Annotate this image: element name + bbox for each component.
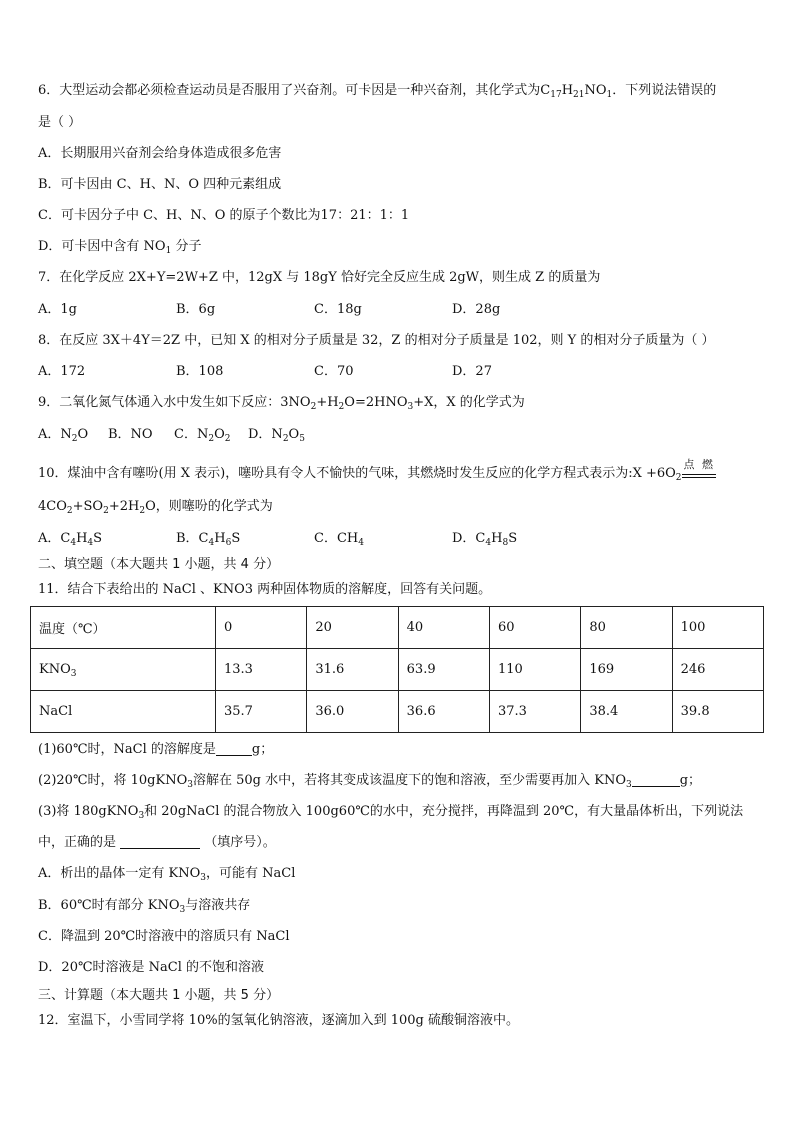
q7-option-c: C．18g xyxy=(314,302,362,317)
q10-option-a: A．$C_4H_4S$ xyxy=(38,531,103,548)
table-cell: NaCl xyxy=(31,691,216,733)
q7-option-b: B．6g xyxy=(176,302,216,317)
table-cell: 37.3 xyxy=(489,691,580,733)
q7-option-a: A．1g xyxy=(38,302,77,317)
section-calc-heading: 三、计算题（本大题共 1 小题，共 5 分） xyxy=(38,988,280,1003)
q11-sub1: (1)60℃时，NaCl 的溶解度是 g； xyxy=(38,742,274,757)
q9-option-b: B．NO xyxy=(108,427,153,442)
q11-option-d: D．20℃时溶液是 NaCl 的不饱和溶液 xyxy=(38,960,265,975)
table-row xyxy=(31,649,764,691)
q8-stem: 8．在反应 3X＋4Y＝2Z 中，已知 X 的相对分子质量是 32，Z 的相对分子质量是 102，则 Y 的相对分子质量为（ ） xyxy=(38,333,715,348)
q9-option-a: A．$N_2O$ xyxy=(38,427,89,444)
q11-sub3-line1: (3)将 180gKNO$_3$和 20gNaCl 的混合物放入 100g60℃的水中，充分搅拌，再降温到 20℃，有大量晶体析出，下列说法 xyxy=(38,804,744,821)
table-cell: 63.9 xyxy=(398,649,489,691)
table-cell: 110 xyxy=(489,649,580,691)
answer-blank[interactable] xyxy=(120,834,200,849)
q6-option-b: B．可卡因由 C、H、N、O 四种元素组成 xyxy=(38,177,282,192)
q6-option-c: C．可卡因分子中 C、H、N、O 的原子个数比为17：21：1：1 xyxy=(38,208,410,223)
q7-option-d: D．28g xyxy=(452,302,501,317)
table-cell: 38.4 xyxy=(581,691,672,733)
table-cell: 0 xyxy=(216,607,307,649)
q6-stem-line2: 是（ ） xyxy=(38,115,82,130)
table-cell: $KNO_3$ xyxy=(31,649,216,691)
table-cell: 60 xyxy=(489,607,580,649)
q8-option-b: B．108 xyxy=(176,364,224,379)
table-header-row xyxy=(31,607,764,649)
table-cell: 36.0 xyxy=(307,691,398,733)
solubility-table xyxy=(30,606,764,733)
q7-stem: 7．在化学反应 2X+Y=2W+Z 中，12gX 与 18gY 恰好完全反应生成 2gW，则生成 Z 的质量为 xyxy=(38,270,601,285)
q10-option-c: C．$CH_4$ xyxy=(314,531,364,548)
table-cell: 246 xyxy=(672,649,763,691)
table-cell: 20 xyxy=(307,607,398,649)
q11-sub2: (2)20℃时，将 10gKNO$_3$溶解在 50g 水中，若将其变成该温度下的饱和溶液，至少需要再加入 $KNO_3$ g； xyxy=(38,773,702,790)
table-cell: 31.6 xyxy=(307,649,398,691)
q11-stem: 11．结合下表给出的 NaCl 、KNO3 两种固体物质的溶解度，回答有关问题。 xyxy=(38,582,492,597)
q11-option-a: A．析出的晶体一定有 $KNO_3$，可能有 NaCl xyxy=(38,866,296,883)
table-cell: 169 xyxy=(581,649,672,691)
q6-stem-line1: 6．大型运动会都必须检查运动员是否服用了兴奋剂。可卡因是一种兴奋剂，其化学式为$C_{17}H_{21}NO_1$．下列说法错误的 xyxy=(38,83,717,100)
q10-stem-line1: 10．煤油中含有噻吩(用 X 表示)，噻吩具有令人不愉快的气味，其燃烧时发生反应的化学方程式表示为:X $+6O_2$ 点 燃 xyxy=(38,458,716,483)
table-cell: 13.3 xyxy=(216,649,307,691)
q9-option-d: D．$N_2O_5$ xyxy=(248,427,305,444)
table-cell: 100 xyxy=(672,607,763,649)
table-cell: 35.7 xyxy=(216,691,307,733)
q10-stem-line2: $4CO_2+SO_2+2H_2O$，则噻吩的化学式为 xyxy=(38,499,273,516)
table-cell: 39.8 xyxy=(672,691,763,733)
q8-option-d: D．27 xyxy=(452,364,492,379)
q8-option-a: A．172 xyxy=(38,364,86,379)
answer-blank[interactable] xyxy=(632,772,680,787)
reaction-arrow: 点 燃 xyxy=(682,463,716,481)
q6-option-d: D．可卡因中含有 $NO_1$ 分子 xyxy=(38,239,202,256)
table-cell: 40 xyxy=(398,607,489,649)
table-row xyxy=(31,691,764,733)
q10-option-b: B．$C_4H_6S$ xyxy=(176,531,241,548)
q11-option-c: C．降温到 20℃时溶液中的溶质只有 NaCl xyxy=(38,929,290,944)
q11-option-b: B．60℃时有部分 $KNO_3$与溶液共存 xyxy=(38,898,251,915)
q8-option-c: C．70 xyxy=(314,364,354,379)
q10-option-d: D．$C_4H_8S$ xyxy=(452,531,518,548)
section-fill-in-heading: 二、填空题（本大题共 1 小题，共 4 分） xyxy=(38,557,280,572)
table-cell: 温度（℃） xyxy=(31,607,216,649)
q9-option-c: C．$N_2O_2$ xyxy=(174,427,231,444)
answer-blank[interactable] xyxy=(216,741,252,756)
q6-option-a: A．长期服用兴奋剂会给身体造成很多危害 xyxy=(38,146,282,161)
q11-sub3-line2: 中，正确的是 （填序号）。 xyxy=(38,835,276,850)
table-cell: 36.6 xyxy=(398,691,489,733)
table-cell: 80 xyxy=(581,607,672,649)
q12-stem: 12．室温下，小雪同学将 10%的氢氧化钠溶液，逐滴加入到 100g 硫酸铜溶液中。 xyxy=(38,1013,519,1028)
q9-stem: 9．二氧化氮气体通入水中发生如下反应：$3NO_2+H_2O=2HNO_3+X$，X 的化学式为 xyxy=(38,395,525,412)
